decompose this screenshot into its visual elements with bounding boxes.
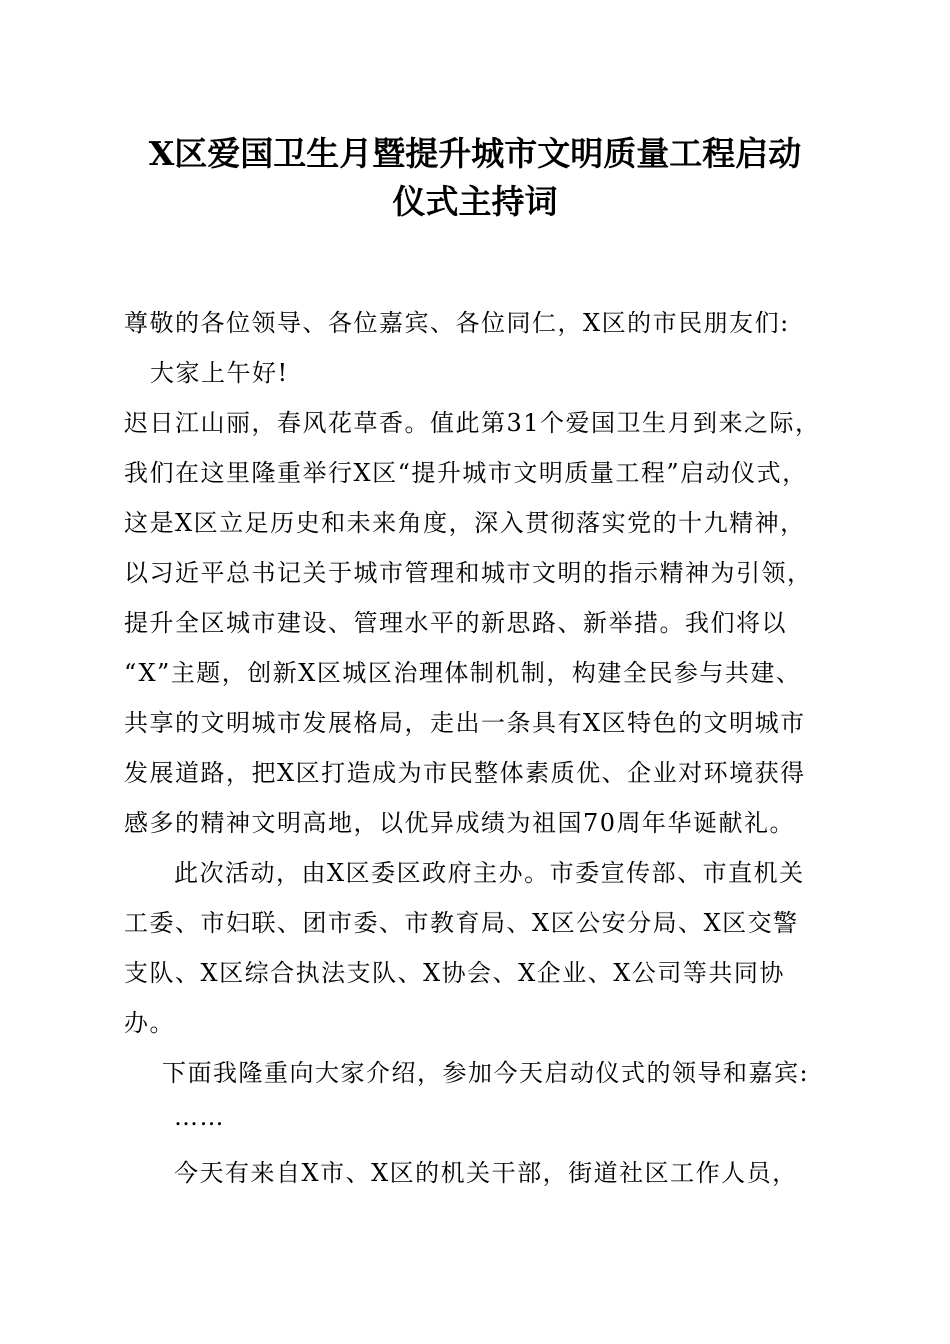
paragraph-2-line-3: 支队、X区综合执法支队、X协会、X企业、X公司等共同协 [124, 959, 785, 987]
paragraph-1-line-9: 感多的精神文明高地，以优异成绩为祖国70周年华诞献礼。 [124, 809, 796, 837]
paragraph-2-line-1: 此次活动，由X区委区政府主办。市委宣传部、市直机关 [174, 859, 805, 887]
paragraph-3-line-1: 下面我隆重向大家介绍，参加今天启动仪式的领导和嘉宾: [162, 1059, 810, 1087]
paragraph-1-line-4: 以习近平总书记关于城市管理和城市文明的指示精神为引领， [124, 559, 813, 587]
greeting-line: 大家上午好! [150, 359, 289, 387]
paragraph-1-line-5: 提升全区城市建设、管理水平的新思路、新举措。我们将以 [124, 609, 787, 637]
ellipsis-line: …… [174, 1103, 225, 1131]
paragraph-4-line-1: 今天有来自X市、X区的机关干部，街道社区工作人员， [174, 1159, 798, 1187]
paragraph-2-line-4: 办。 [124, 1009, 175, 1037]
paragraph-1-line-6: “X”主题，创新X区城区治理体制机制，构建全民参与共建、 [124, 659, 802, 687]
paragraph-1-line-3: 这是X区立足历史和未来角度，深入贯彻落实党的十九精神， [124, 509, 806, 537]
salutation-line: 尊敬的各位领导、各位嘉宾、各位同仁，X区的市民朋友们: [124, 309, 790, 337]
paragraph-1-line-1: 迟日江山丽，春风花草香。值此第31个爱国卫生月到来之际， [124, 409, 821, 437]
paragraph-1-line-2: 我们在这里隆重举行X区“提升城市文明质量工程”启动仪式， [124, 459, 808, 487]
document-title-line-1: X区爱国卫生月暨提升城市文明质量工程启动 [148, 134, 802, 173]
document-title-line-2: 仪式主持词 [392, 182, 558, 221]
paragraph-2-line-2: 工委、市妇联、团市委、市教育局、X区公安分局、X区交警 [124, 909, 799, 937]
paragraph-1-line-8: 发展道路，把X区打造成为市民整体素质优、企业对环境获得 [124, 759, 806, 787]
paragraph-1-line-7: 共享的文明城市发展格局，走出一条具有X区特色的文明城市 [124, 709, 806, 737]
